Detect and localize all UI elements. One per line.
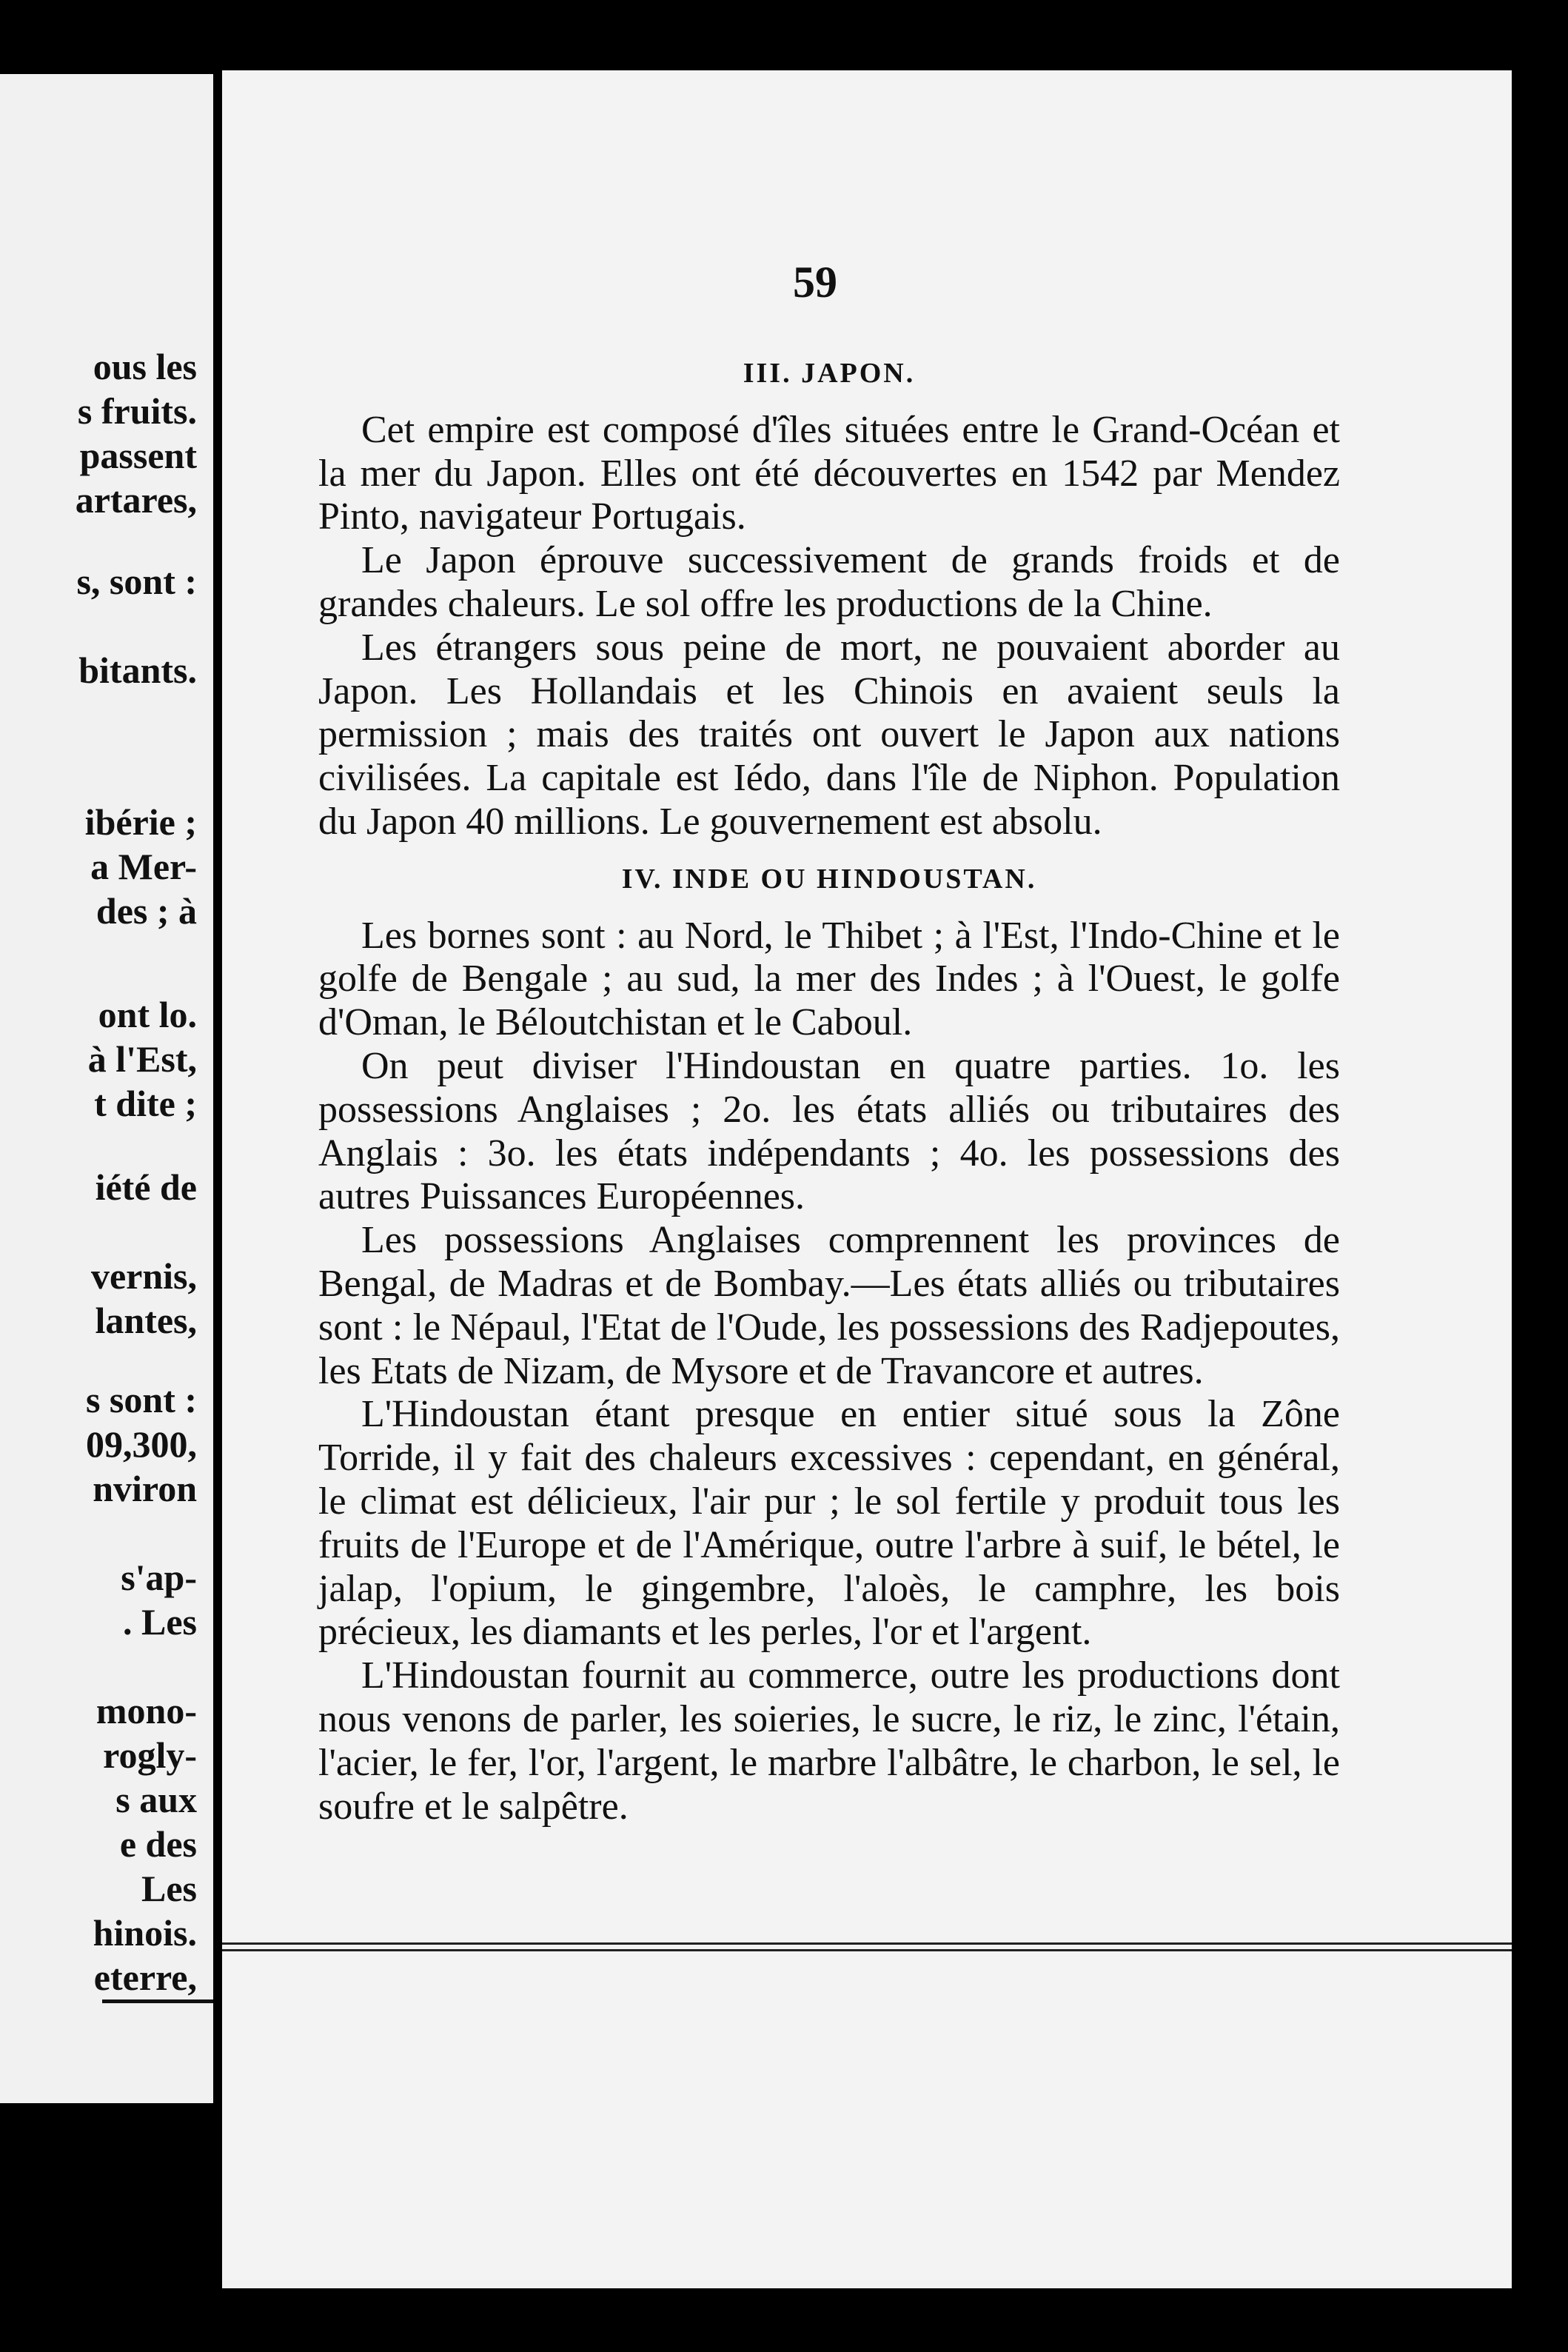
section-heading-hindoustan: IV. INDE OU HINDOUSTAN. (621, 863, 1037, 895)
left-fragment-line: bitants. (78, 649, 197, 691)
left-fragment-line: s'ap- (121, 1557, 197, 1598)
left-fragment-line: des ; à (96, 890, 197, 932)
left-fragment-line: lantes, (95, 1300, 197, 1341)
paragraph: Les bornes sont : au Nord, le Thibet ; à l'Est, l'Indo-Chine et le golfe de Bengale ; au sud, la mer des Indes ; à l'Ouest, le golfe d'Oman, le Béloutchistan et le Caboul. (318, 914, 1340, 1044)
left-fragment-line: ibérie ; (84, 801, 197, 843)
left-fragment-line: t dite ; (94, 1083, 197, 1124)
left-fragment-line: à l'Est, (87, 1038, 197, 1080)
left-fragment-line: s fruits. (77, 390, 197, 432)
paragraph: Les possessions Anglaises comprennent les provinces de Bengal, de Madras et de Bombay.—Les états alliés ou tributaires sont : le Népaul, l'Etat de l'Oude, les possessions des Radjepoutes, les Etats de Nizam, de Mysore et de Travancore et autres. (318, 1219, 1340, 1392)
main-page (222, 70, 1512, 2288)
left-fragment-line: . Les (123, 1601, 197, 1643)
left-fragment-line: ous les (93, 346, 197, 387)
left-fragment-line: s, sont : (76, 561, 197, 602)
left-fragment-line: iété de (95, 1166, 197, 1208)
scan-artifact-lines (222, 1942, 1512, 1956)
left-fragment-rule (102, 1999, 213, 2003)
left-fragment-line: 09,300, (86, 1423, 197, 1465)
section-heading-japon: III. JAPON. (743, 358, 916, 389)
left-fragment-line: s sont : (85, 1379, 197, 1420)
left-fragment-line: a Mer- (90, 846, 197, 887)
paragraph: L'Hindoustan étant presque en entier situé sous la Zône Torride, il y fait des chaleurs excessives : cependant, en général, le climat est délicieux, l'air pur ; le sol fertile y produit tous les fruits de l'Europe et de l'Amérique, outre l'arbre à suif, le bétel, le jalap, l'opium, le gingembre, l'aloès, le camphre, les bois précieux, les diamants et les perles, l'or et l'argent. (318, 1393, 1340, 1654)
left-fragment-line: nviron (93, 1468, 197, 1509)
left-fragment-line: e des (119, 1823, 197, 1865)
left-fragment-line: rogly- (103, 1734, 197, 1776)
left-fragment-line: eterre, (93, 1957, 197, 1998)
left-fragment-line: ont lo. (98, 994, 197, 1035)
left-fragment-line: s aux (115, 1779, 197, 1820)
paragraph: Le Japon éprouve successivement de grands froids et de grandes chaleurs. Le sol offre les productions de la Chine. (318, 539, 1340, 625)
paragraph: L'Hindoustan fournit au commerce, outre les productions dont nous venons de parler, les soieries, le sucre, le riz, le zinc, l'étain, l'acier, le fer, l'or, l'argent, le marbre l'albâtre, le charbon, le sel, le soufre et le salpêtre. (318, 1654, 1340, 1828)
left-fragment-line: hinois. (93, 1912, 197, 1954)
left-fragment-line: passent (79, 435, 197, 476)
paragraph: On peut diviser l'Hindoustan en quatre parties. 1o. les possessions Anglaises ; 2o. les états alliés ou tributaires des Anglais : 3o. les états indépendants ; 4o. les possessions des autres Puissances Européennes. (318, 1044, 1340, 1218)
left-fragment-line: artares, (75, 479, 197, 521)
left-fragment-line: vernis, (90, 1255, 197, 1297)
left-fragment-line: Les (141, 1868, 197, 1909)
left-fragment-line: mono- (96, 1690, 197, 1731)
paragraph: Cet empire est composé d'îles situées entre le Grand-Océan et la mer du Japon. Elles ont été découvertes en 1542 par Mendez Pinto, navigateur Portugais. (318, 408, 1340, 538)
page-text (318, 352, 1340, 1828)
page-number: 59 (793, 258, 837, 307)
paragraph: Les étrangers sous peine de mort, ne pouvaient aborder au Japon. Les Hollandais et les Chinois en avaient seuls la permission ; mais des traités ont ouvert le Japon aux nations civilisées. La capitale est Iédo, dans l'île de Niphon. Population du Japon 40 millions. Le gouvernement est absolu. (318, 626, 1340, 843)
left-page-fragment (0, 74, 213, 2103)
